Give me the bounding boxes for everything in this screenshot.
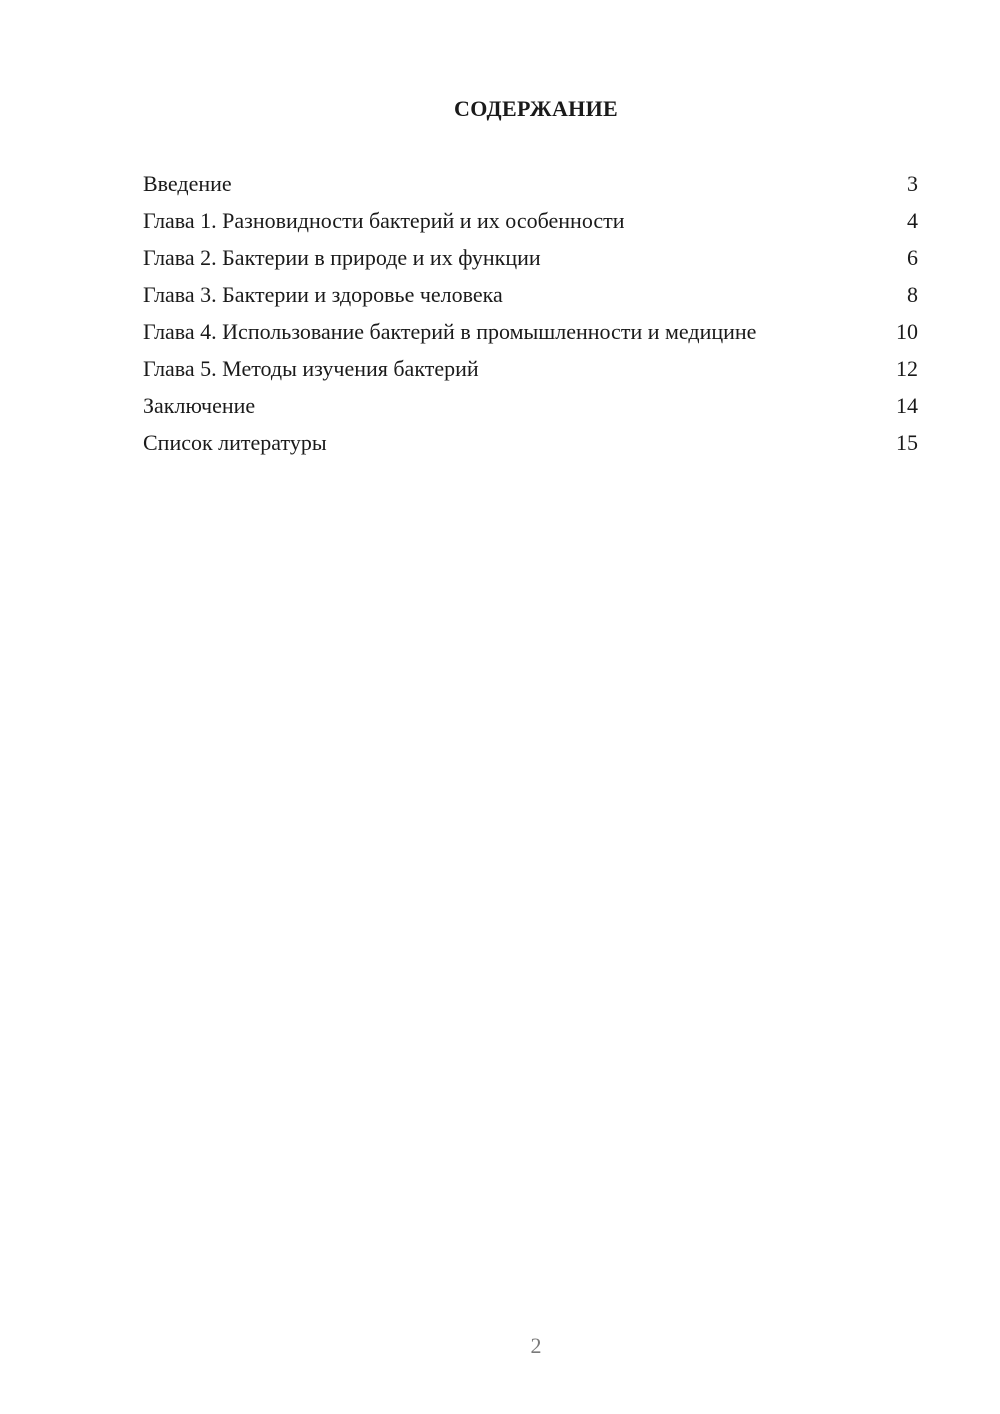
toc-entry-page: 15 xyxy=(896,430,918,455)
toc-entry-page: 3 xyxy=(907,171,918,196)
toc-entry-references[interactable] xyxy=(143,429,918,456)
toc-entry-title: Глава 3. Бактерии и здоровье человека xyxy=(143,282,503,307)
toc-entry-page: 8 xyxy=(907,282,918,307)
toc-entry-page: 4 xyxy=(907,208,918,233)
toc-entry-title: Глава 5. Методы изучения бактерий xyxy=(143,356,479,381)
table-of-contents xyxy=(143,170,918,466)
toc-entry-chapter-2[interactable] xyxy=(143,244,918,271)
toc-entry-conclusion[interactable] xyxy=(143,392,918,419)
toc-entry-title: Список литературы xyxy=(143,430,327,455)
toc-entry-chapter-1[interactable] xyxy=(143,207,918,234)
page-number: 2 xyxy=(530,1333,542,1358)
toc-entry-chapter-5[interactable] xyxy=(143,355,918,382)
toc-entry-title: Глава 4. Использование бактерий в промышленности и медицине xyxy=(143,319,757,344)
toc-entry-title: Введение xyxy=(143,171,232,196)
toc-entry-chapter-3[interactable] xyxy=(143,281,918,308)
toc-entry-title: Глава 1. Разновидности бактерий и их особенности xyxy=(143,208,625,233)
toc-entry-page: 10 xyxy=(896,319,918,344)
toc-entry-title: Глава 2. Бактерии в природе и их функции xyxy=(143,245,541,270)
toc-entry-title: Заключение xyxy=(143,393,256,418)
toc-entry-page: 14 xyxy=(896,393,918,418)
toc-entry-page: 6 xyxy=(907,245,918,270)
toc-entry-page: 12 xyxy=(896,356,918,381)
page-title: СОДЕРЖАНИЕ xyxy=(454,96,618,121)
toc-entry-chapter-4[interactable] xyxy=(143,318,918,345)
toc-entry-introduction[interactable] xyxy=(143,170,918,197)
